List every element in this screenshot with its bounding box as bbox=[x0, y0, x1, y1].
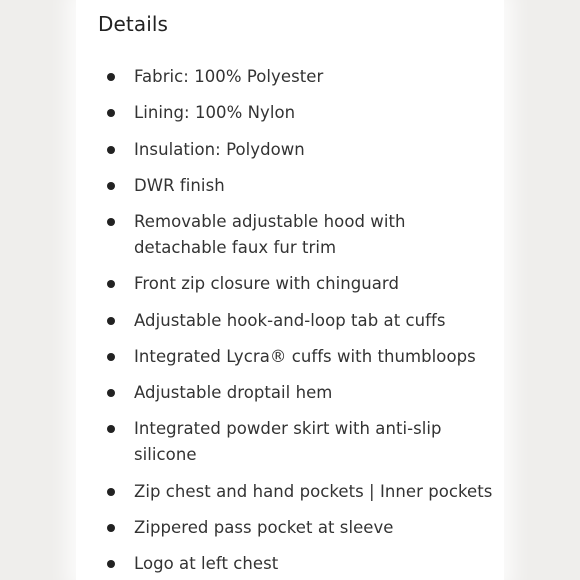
detail-item bbox=[107, 100, 497, 126]
bullet-icon bbox=[107, 524, 115, 532]
bullet-icon bbox=[107, 317, 115, 325]
detail-item bbox=[107, 173, 497, 199]
detail-item-text: Integrated powder skirt with anti-slip silicone bbox=[134, 419, 442, 464]
detail-item-text: Lining: 100% Nylon bbox=[134, 103, 296, 122]
detail-item bbox=[107, 344, 497, 370]
detail-item-text: Zip chest and hand pockets | Inner pockets bbox=[134, 482, 493, 501]
bullet-icon bbox=[107, 146, 115, 154]
bullet-icon bbox=[107, 218, 115, 226]
detail-item-text: Fabric: 100% Polyester bbox=[134, 67, 324, 86]
detail-item-text: Removable adjustable hood with detachable faux fur trim bbox=[134, 212, 406, 257]
detail-item-text: Adjustable hook-and-loop tab at cuffs bbox=[134, 311, 446, 330]
detail-item bbox=[107, 308, 497, 334]
detail-item bbox=[107, 64, 497, 90]
detail-item bbox=[107, 209, 497, 261]
bullet-icon bbox=[107, 280, 115, 288]
detail-item bbox=[107, 137, 497, 163]
bullet-icon bbox=[107, 389, 115, 397]
detail-item bbox=[107, 551, 497, 577]
detail-item-text: Logo at left chest bbox=[134, 554, 279, 573]
detail-item bbox=[107, 515, 497, 541]
details-heading: Details bbox=[98, 12, 169, 36]
detail-item bbox=[107, 271, 497, 297]
bullet-icon bbox=[107, 73, 115, 81]
bullet-icon bbox=[107, 560, 115, 568]
detail-item-text: Front zip closure with chinguard bbox=[134, 274, 399, 293]
detail-item bbox=[107, 416, 497, 468]
detail-item bbox=[107, 479, 497, 505]
bullet-icon bbox=[107, 182, 115, 190]
bullet-icon bbox=[107, 109, 115, 117]
detail-item-text: Zippered pass pocket at sleeve bbox=[134, 518, 394, 537]
bullet-icon bbox=[107, 488, 115, 496]
detail-item-text: Integrated Lycra® cuffs with thumbloops bbox=[134, 347, 476, 366]
detail-item-text: DWR finish bbox=[134, 176, 225, 195]
detail-item bbox=[107, 380, 497, 406]
bullet-icon bbox=[107, 425, 115, 433]
bullet-icon bbox=[107, 353, 115, 361]
detail-item-text: Insulation: Polydown bbox=[134, 140, 305, 159]
detail-item-text: Adjustable droptail hem bbox=[134, 383, 333, 402]
